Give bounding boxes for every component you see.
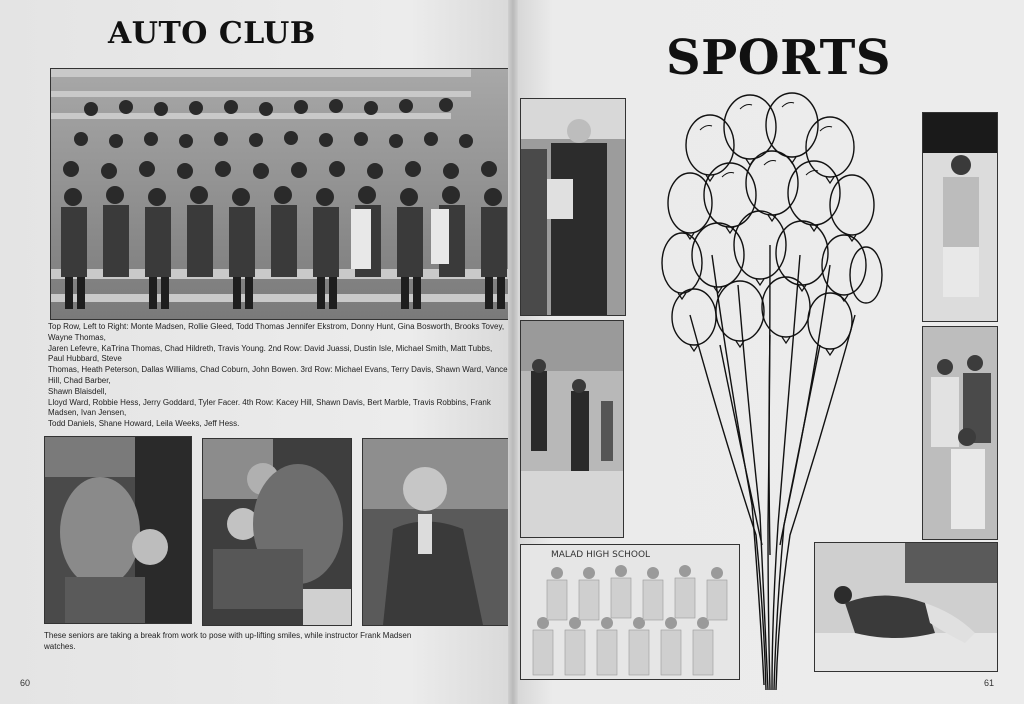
group-photo xyxy=(50,68,514,320)
team-banner-text: MALAD HIGH SCHOOL xyxy=(551,550,651,560)
caption-line: Thomas, Heath Peterson, Dallas Williams, Chad Coburn, John Bowen. 3rd Row: Michael Evans, Terry Davis, Shawn Ward, Vance Hill, Chad Barber, xyxy=(48,365,508,385)
balloon-strings xyxy=(690,245,855,690)
balloons-icon xyxy=(660,85,890,695)
page-number-right: 61 xyxy=(984,678,995,688)
group-photo-caption xyxy=(48,322,510,430)
award-photo xyxy=(520,98,626,316)
senior-photo-2 xyxy=(202,438,352,626)
caption-line: Jaren Lefevre, KaTrina Thomas, Chad Hildreth, Travis Young. 2nd Row: David Juassi, Dustin Isle, Michael Smith, Matt Tubbs, Paul Hubbard, Steve xyxy=(48,343,493,364)
auto-club-title: AUTO CLUB xyxy=(108,16,316,51)
page-number-left: 60 xyxy=(20,678,31,688)
caption-line: Shawn Blaisdell, xyxy=(48,386,107,396)
balloon-bunch-illustration xyxy=(660,85,890,695)
caption-line: Todd Daniels, Shane Howard, Leila Weeks, Jeff Hess. xyxy=(48,419,240,429)
book-gutter xyxy=(508,0,518,704)
caption-line: Lloyd Ward, Robbie Hess, Jerry Goddard, Tyler Facer. 4th Row: Kacey Hill, Shawn Davis, Bert Marble, Travis Robbins, Frank Madsen, Ivan Jensen, xyxy=(48,397,491,418)
volleyball-photo xyxy=(520,320,624,538)
senior-photo-1 xyxy=(44,436,192,624)
seniors-caption: These seniors are taking a break from work to pose with up-lifting smiles, while instructor Frank Madsen watches. xyxy=(44,631,412,651)
caption-line: Top Row, Left to Right: Monte Madsen, Rollie Gleed, Todd Thomas Jennifer Ekstrom, Donny Hunt, Gina Bosworth, Brooks Tovey, Wayne Thomas, xyxy=(48,322,505,342)
athlete-portrait-photo xyxy=(922,112,998,322)
sports-title: SPORTS xyxy=(666,30,891,86)
girls-team-photo xyxy=(922,326,998,540)
instructor-photo xyxy=(362,438,512,626)
